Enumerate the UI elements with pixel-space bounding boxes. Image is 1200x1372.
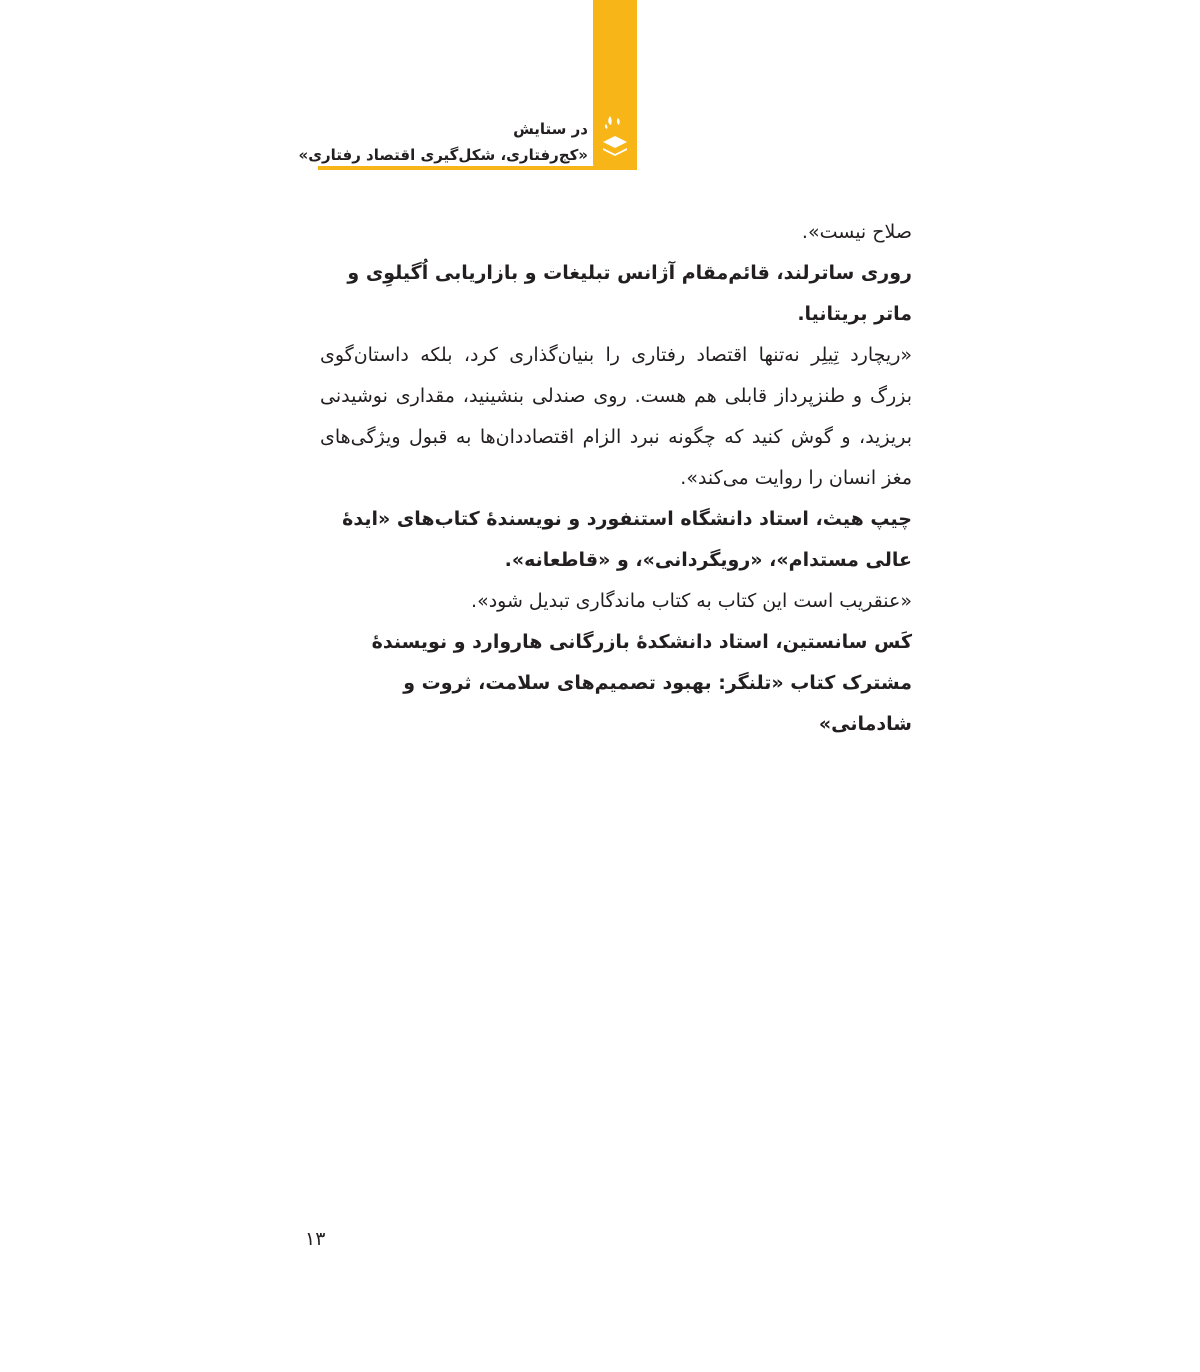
attribution-sutherland: روری ساترلند، قائم‌مقام آژانس تبلیغات و بازاریابی اُگیلوِی و ماتر بریتانیا.: [347, 262, 912, 325]
attribution-heath: چیپ هیث، استاد دانشگاه استنفورد و نویسندهٔ کتاب‌های «ایدهٔ عالی مستدام»، «رویگردانی»، و «قاطعانه».: [342, 508, 912, 571]
paragraph-continuation: صلاح نیست».: [801, 221, 912, 243]
attribution-sunstein: کَس سانستین، استاد دانشکدهٔ بازرگانی هاروارد و نویسندهٔ مشترک کتاب «تلنگر: بهبود تصمیم‌های سلامت، ثروت و شادمانی»: [371, 631, 912, 735]
page-number: ۱۳: [305, 1228, 326, 1250]
page-body: [320, 212, 912, 745]
header-line-2: «کج‌رفتاری، شکل‌گیری اقتصاد رفتاری»: [298, 146, 588, 164]
quote-thaler: «ریچارد تِیلِر نه‌تنها اقتصاد رفتاری را بنیان‌گذاری کرد، بلکه داستان‌گوی بزرگ و طنزپرداز قابلی هم هست. روی صندلی بنشینید، مقداری نوشیدنی بریزید، و گوش کنید که چگونه نبرد الزام اقتصاددان‌ها به قبول ویژگی‌های مغز انسان را روایت می‌کند».: [320, 344, 912, 489]
running-header: [299, 116, 588, 168]
quote-classic: «عنقریب است این کتاب به کتاب ماندگاری تبدیل شود».: [471, 590, 912, 612]
book-stack-icon: [598, 112, 632, 162]
header-line-1: در ستایش: [513, 120, 588, 138]
